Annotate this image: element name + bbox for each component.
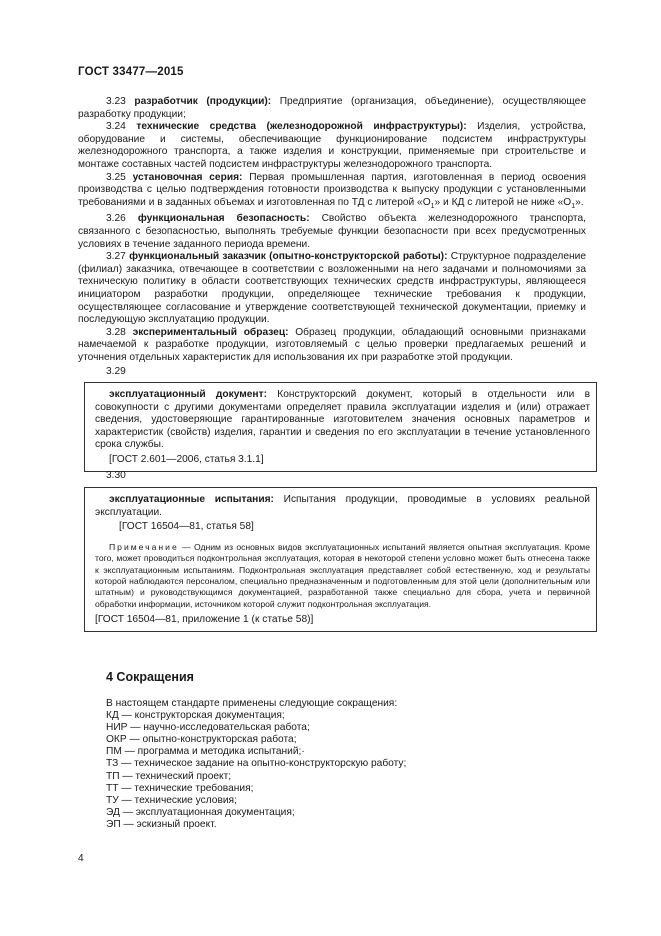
definition-3-30-note: Примечание — Одним из основных видов эксплуатационных испытаний является опытная эксплуатация. Кроме того, может проводиться подконтрольная эксплуатация, которая в некоторой степени условно может быть отнесена также к эксплуатационным испытаниям. Подконтрольная эксплуатация представляет собой естественную, ход и результаты которой наблюдаются персоналом, специально предназначенным и подготовленным для этой цели (дополнительным или штатным) и руководствующимся документацией, разработанной также специально для сбора, учета и первичной обработки информации, источником которой служит подконтрольная эксплуатация.: [95, 541, 590, 609]
abbreviation-item: ТЗ — техническое задание на опытно-конструкторскую работу;: [106, 758, 407, 770]
abbreviation-item: ПМ — программа и методика испытаний;·: [106, 746, 305, 758]
abbreviation-item: ЭД — эксплуатационная документация;: [106, 806, 295, 818]
definition-3-23: 3.23 разработчик (продукции): Предприятие (организация, объединение), осуществляющее разработку продукции;: [78, 96, 586, 120]
document-header: ГОСТ 33477—2015: [78, 66, 184, 78]
abbreviation-item: ЭП — эскизный проект.: [106, 818, 217, 830]
definition-3-24: 3.24 технические средства (железнодорожной инфраструктуры): Изделия, устройства, оборудование и системы, обеспечивающие функционирование подсистем инфраструктуры железнодорожного транспорта, а также изделия и конструкции, применяемые при строительстве и монтаже составных частей подсистем инфраструктуры железнодорожного транспорта.: [78, 121, 586, 170]
page-number: 4: [78, 853, 84, 864]
definition-3-25: 3.25 установочная серия: Первая промышленная партия, изготовленная в период освоения производства с целью подтверждения готовности производства к выпуску продукции с установленными требованиями и в заданных объемах и изготовленная по ТД с литерой «$О_1$» и КД с литерой не ниже «$О_1$».: [78, 171, 586, 210]
definition-3-30: эксплуатационные испытания: Испытания продукции, проводимые в условиях реальной эксплуатации.: [95, 494, 590, 518]
definition-3-30-source: [ГОСТ 16504—81, статья 58]: [119, 521, 254, 533]
definition-3-30-number: 3.30: [106, 470, 126, 481]
definition-3-29: эксплуатационный документ: Конструкторский документ, который в отдельности или в совокупности с другими документами определяет правила эксплуатации изделия и (или) отражает сведения, удостоверяющие гарантированные изготовителем значения основных параметров и характеристик (свойств) изделия, гарантии и сведения по его эксплуатации в течение установленного срока службы.: [95, 389, 590, 451]
definition-3-30-number-wrap: [78, 469, 586, 483]
abbreviation-item: КД — конструкторская документация;: [106, 710, 285, 722]
definition-3-27: 3.27 функциональный заказчик (опытно-конструкторской работы): Структурное подразделение (филиал) заказчика, отвечающее в соответствии с возложенными на него задачами и полномочиями за техническую политику в области соответствующих технических средств инфраструктуры, являющееся инициатором разработки продукции, определяющее технические требования к продукции, осуществляющее согласование и утверждение соответствующей технической документации, приемку и последующую эксплуатацию продукции.: [78, 251, 586, 326]
definition-3-30-note-source: [ГОСТ 16504—81, приложение 1 (к статье 58)]: [95, 614, 314, 626]
definitions-block: [78, 96, 586, 379]
definition-3-29-number: 3.29: [106, 365, 126, 377]
definition-3-28: 3.28 экспериментальный образец: Образец продукции, обладающий основными признаками намечаемой к разработке продукции, изготовляемый с целью проверки предлагаемых решений и уточнения отдельных характеристик для использования их при разработке этой продукции.: [78, 326, 586, 363]
abbreviation-item: ОКР — опытно-конструкторская работа;: [106, 734, 297, 746]
abbreviations-intro: В настоящем стандарте применены следующие сокращения:: [106, 698, 398, 709]
abbreviation-item: ТТ — технические требования;: [106, 782, 254, 794]
section-4-title: 4 Сокращения: [106, 670, 194, 684]
definition-3-30-box: [84, 487, 597, 632]
definition-3-26: 3.26 функциональная безопасность: Свойство объекта железнодорожного транспорта, связанного с безопасностью, выполнять требуемые функции безопасности при всех предусмотренных условиях в течение заданного периода времени.: [78, 213, 586, 250]
abbreviation-item: ТП — технический проект;: [106, 770, 232, 782]
abbreviation-item: НИР — научно-исследовательская работа;: [106, 722, 310, 734]
abbreviations-list: [106, 698, 406, 831]
abbreviation-item: ТУ — технические условия;: [106, 794, 237, 806]
definition-3-29-box: [84, 382, 597, 472]
definition-3-29-source: [ГОСТ 2.601—2006, статья 3.1.1]: [109, 453, 264, 465]
